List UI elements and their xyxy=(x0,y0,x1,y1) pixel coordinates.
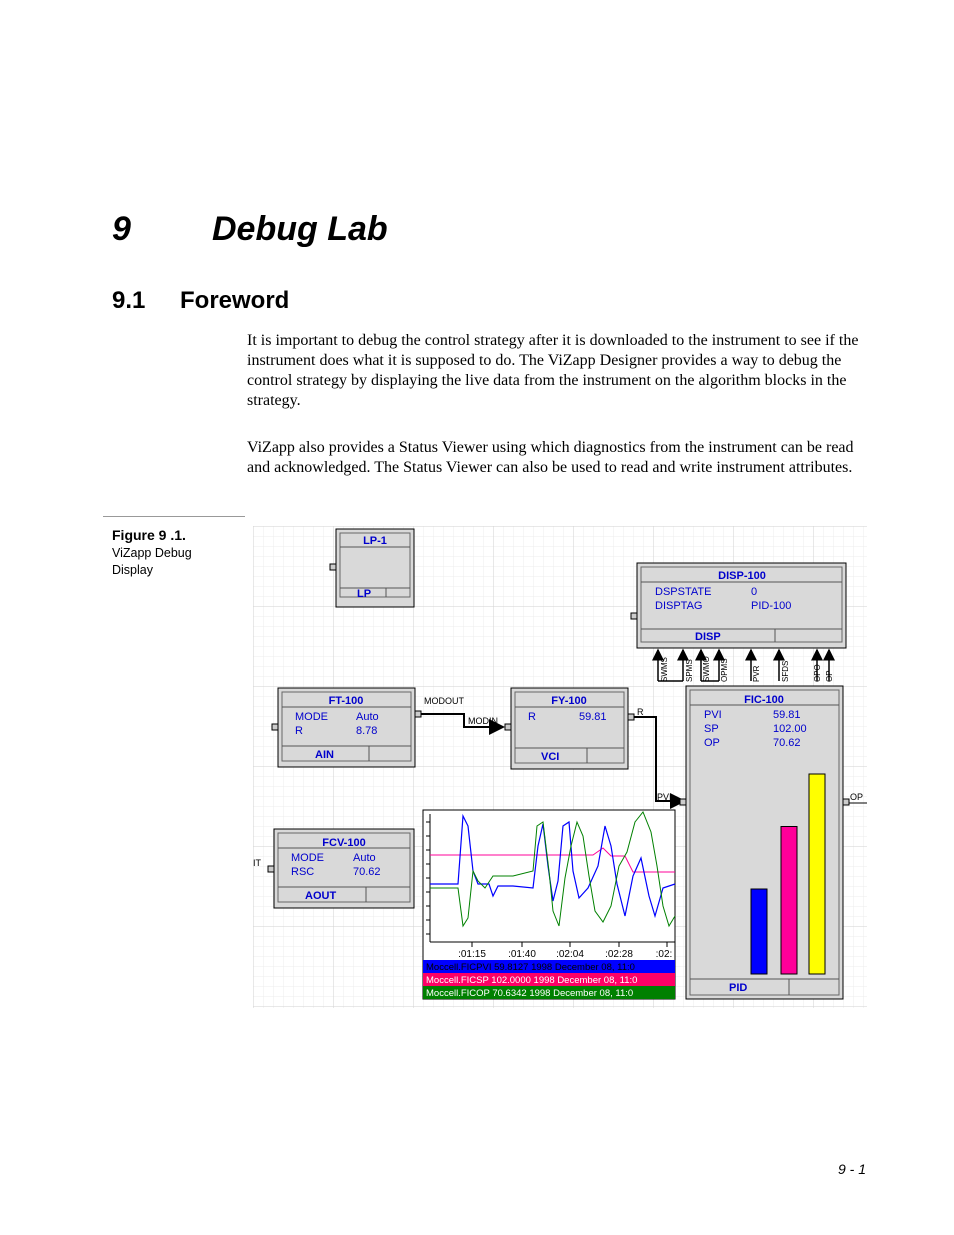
figure-caption-line1: ViZapp Debug xyxy=(112,546,192,560)
disp-dspstate-value: 0 xyxy=(751,586,758,598)
fcv-100-name: FCV-100 xyxy=(322,837,366,849)
fic-100-name: FIC-100 xyxy=(744,694,784,706)
block-fic-100[interactable] xyxy=(680,686,849,999)
ft-100-type: AIN xyxy=(315,749,334,761)
figure-caption xyxy=(112,527,192,579)
fic-bar-2 xyxy=(809,774,825,974)
fy-r-value: 59.81 xyxy=(579,711,607,723)
ft-mode-key: MODE xyxy=(295,711,328,723)
vizapp-debug-display xyxy=(253,526,867,1008)
trend-legend-sp: Moccell.FICSP 102.0000 1998 December 08, 11:0 xyxy=(426,975,638,986)
trend-legend-op: Moccell.FICOP 70.6342 1998 December 08, 11:0 xyxy=(426,988,634,999)
trend-legend-pvi: Moccell.FICPVI 59.8127 1998 December 08, 11:0 xyxy=(426,962,635,973)
trend-tick-3: :02:28 xyxy=(605,949,633,960)
fic-bar-0 xyxy=(751,889,767,974)
pin-pvr: PVR xyxy=(752,665,761,682)
fic-op-key: OP xyxy=(704,737,720,749)
trend-tick-2: :02:04 xyxy=(556,949,584,960)
fy-r-key: R xyxy=(528,711,536,723)
fcv-100-type: AOUT xyxy=(305,890,337,902)
section-title: Foreword xyxy=(180,287,290,314)
block-fy-100[interactable] xyxy=(505,688,634,769)
ft-100-name: FT-100 xyxy=(328,695,364,707)
paragraph-2: ViZapp also provides a Status Viewer using which diagnostics from the instrument can be read and acknowledged. The Status Viewer can also be used to read and write instrument attributes. xyxy=(247,439,854,476)
wire-pvi: PVI xyxy=(657,792,672,802)
disp-disptag-value: PID-100 xyxy=(751,600,792,612)
paragraph-1: It is important to debug the control strategy after it is downloaded to the instrument to see if the instrument does what it is supposed to do. The ViZapp Designer provides a way to debug the control strategy by displaying the live data from the instrument on the algorithm blocks in the strategy. xyxy=(247,332,859,409)
fcv-rsc-value: 70.62 xyxy=(353,866,381,878)
trend-window[interactable] xyxy=(423,810,675,999)
ft-r-value: 8.78 xyxy=(356,725,378,737)
figure-caption-line2: Display xyxy=(112,563,153,577)
fic-op-value: 70.62 xyxy=(773,737,801,749)
fy-100-name: FY-100 xyxy=(551,695,587,707)
trend-tick-1: :01:40 xyxy=(508,949,536,960)
fy-100-type: VCI xyxy=(541,751,560,763)
wire-modout: MODOUT xyxy=(424,696,464,706)
figure-label: Figure 9 .1. xyxy=(112,527,186,543)
section-number: 9.1 xyxy=(112,287,146,314)
pin-op: OP xyxy=(825,670,834,682)
chapter-title: Debug Lab xyxy=(212,210,388,248)
fic-sp-key: SP xyxy=(704,723,719,735)
lp-1-type: LP xyxy=(357,588,372,600)
pin-sfds: SFDS xyxy=(781,660,790,682)
wire-r: R xyxy=(637,707,644,717)
ft-mode-value: Auto xyxy=(356,711,379,723)
block-lp-1[interactable] xyxy=(330,529,414,607)
pin-swmo: SWMO xyxy=(702,656,711,682)
pin-opms: OPMS xyxy=(720,658,729,682)
lp-1-name: LP-1 xyxy=(363,535,387,547)
fic-pvi-value: 59.81 xyxy=(773,709,801,721)
fcv-rsc-key: RSC xyxy=(291,866,315,878)
caption-rule xyxy=(103,516,245,517)
block-fcv-100[interactable] xyxy=(268,829,414,908)
disp-dspstate-key: DSPSTATE xyxy=(655,586,712,598)
block-ft-100[interactable] xyxy=(272,688,421,767)
pin-spms: SPMS xyxy=(685,659,694,682)
page-number: 9 - 1 xyxy=(838,1161,867,1177)
fic-pvi-key: PVI xyxy=(704,709,722,721)
wire-it: IT xyxy=(253,858,261,868)
pin-swms: SWMS xyxy=(660,657,669,682)
trend-tick-4: :02: xyxy=(655,949,673,960)
disp-disptag-key: DISPTAG xyxy=(655,600,703,612)
fcv-mode-value: Auto xyxy=(353,852,376,864)
pin-opo: OPO xyxy=(813,664,822,682)
disp-100-type: DISP xyxy=(695,631,721,643)
fic-100-type: PID xyxy=(729,982,748,994)
wire-op: OP xyxy=(850,792,864,802)
block-disp-100[interactable] xyxy=(631,563,846,648)
fic-sp-value: 102.00 xyxy=(773,723,807,735)
fcv-mode-key: MODE xyxy=(291,852,324,864)
trend-tick-0: :01:15 xyxy=(458,949,486,960)
ft-r-key: R xyxy=(295,725,303,737)
chapter-number: 9 xyxy=(112,210,131,248)
disp-100-name: DISP-100 xyxy=(718,570,766,582)
wire-modin: MODIN xyxy=(468,716,498,726)
fic-bar-1 xyxy=(781,827,797,975)
